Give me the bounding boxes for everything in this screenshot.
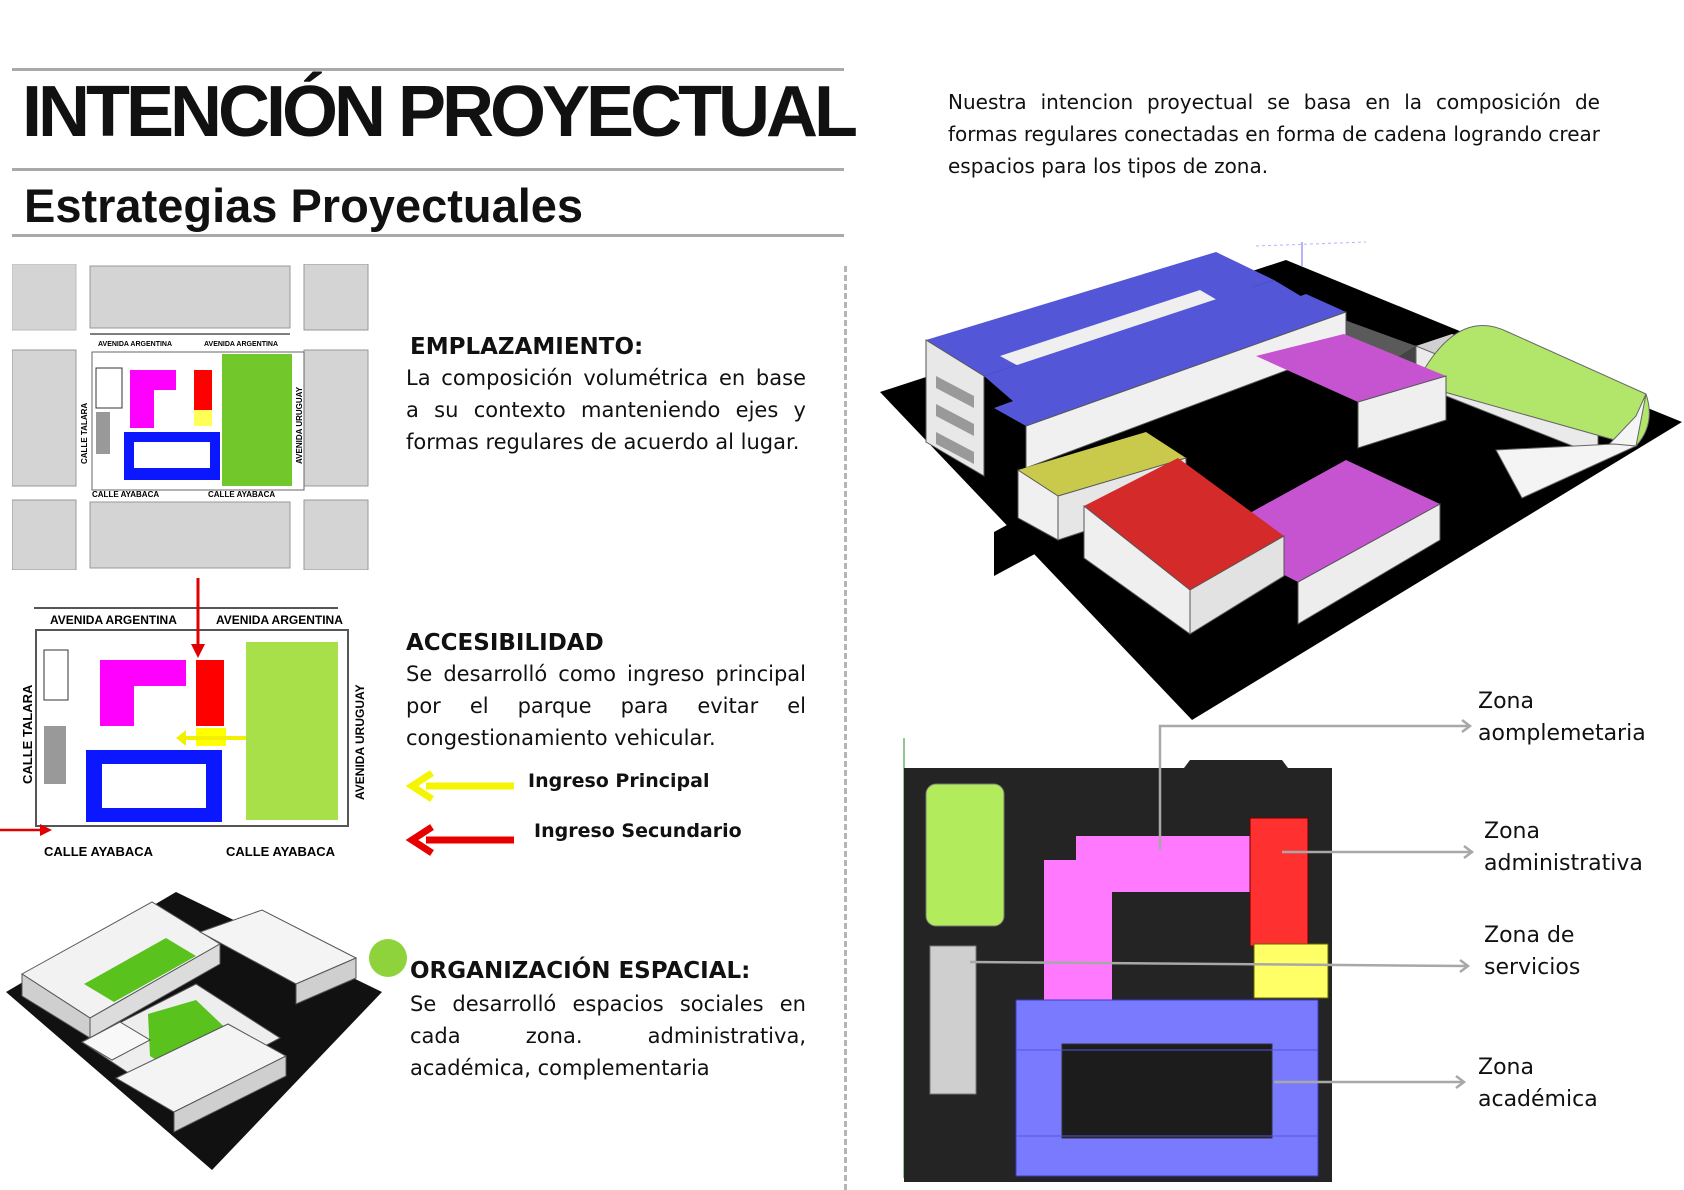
street-label-north-2: AVENIDA ARGENTINA — [204, 341, 279, 348]
zone-label-servicios: Zona de servicios — [1484, 923, 1581, 980]
access-street-south-1: CALLE AYABACA — [44, 844, 154, 859]
street-label-west: CALLE TALARA — [80, 402, 89, 464]
street-label-south-2: CALLE AYABACA — [208, 490, 276, 499]
access-street-north-1: AVENIDA ARGENTINA — [50, 613, 177, 627]
section-title-organizacion: ORGANIZACIÓN ESPACIAL: — [410, 958, 751, 984]
zone-label-academica: Zona académica — [1478, 1055, 1598, 1112]
street-label-east: AVENIDA URUGUAY — [295, 386, 304, 464]
section-title-accesibilidad: ACCESIBILIDAD — [406, 630, 604, 656]
section-body-emplazamiento: La composición volumétrica en base a su contexto manteniendo ejes y formas regulares de acuerdo al lugar. — [406, 366, 806, 454]
zone-label-complementaria: Zona aomplemetaria — [1478, 689, 1646, 746]
intro-paragraph: Nuestra intencion proyectual se basa en la composición de formas regulares conectadas en forma de cadena logrando crear espacios para los tipos de zona. — [948, 90, 1600, 178]
section-body-accesibilidad: Se desarrolló como ingreso principal por el parque para evitar el congestionamiento vehicular. — [406, 662, 806, 750]
street-label-south-1: CALLE AYABACA — [92, 490, 160, 499]
legend-principal-label: Ingreso Principal — [528, 770, 710, 792]
section-body-organizacion: Se desarrolló espacios sociales en cada zona. administrativa, académica, complementaria — [410, 992, 806, 1080]
street-label-north-1: AVENIDA ARGENTINA — [98, 341, 173, 348]
access-street-south-2: CALLE AYABACA — [226, 844, 336, 859]
legend-secundario-label: Ingreso Secundario — [534, 820, 742, 842]
zone-label-administrativa: Zona administrativa — [1484, 819, 1643, 876]
page-title: INTENCIÓN PROYECTUAL — [22, 72, 855, 152]
access-street-north-2: AVENIDA ARGENTINA — [216, 613, 343, 627]
section-title-emplazamiento: EMPLAZAMIENTO: — [410, 334, 644, 360]
access-street-east: AVENIDA URUGUAY — [353, 684, 367, 800]
page-subtitle: Estrategias Proyectuales — [24, 179, 584, 232]
access-street-west: CALLE TALARA — [20, 684, 35, 784]
